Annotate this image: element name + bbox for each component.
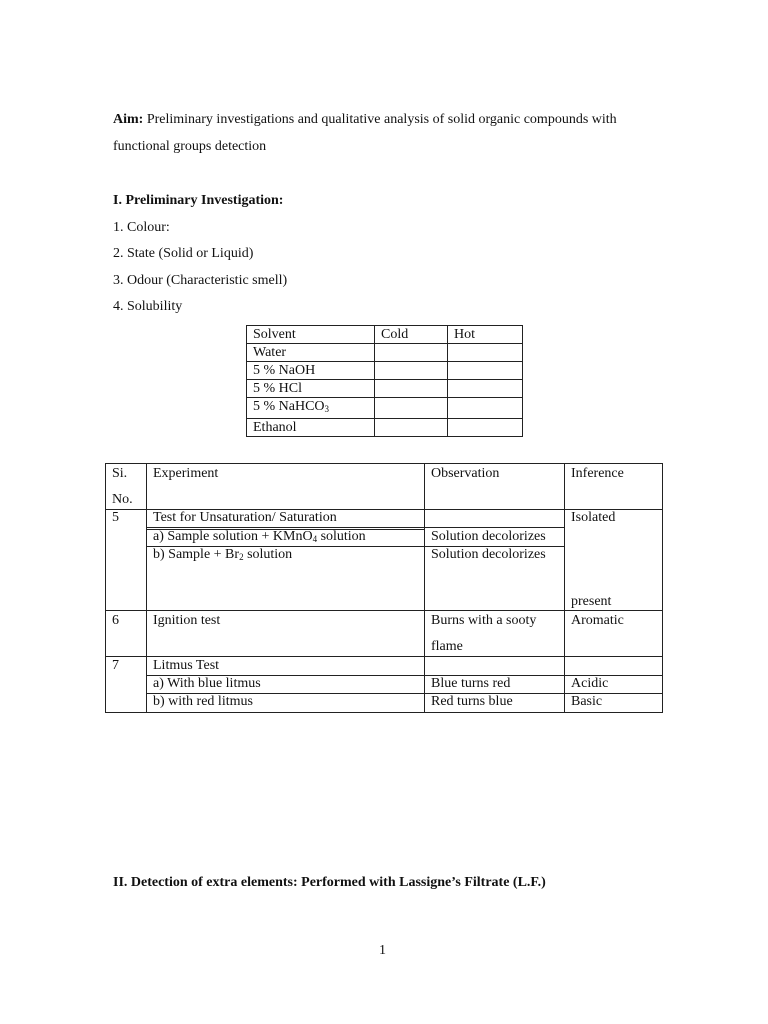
observation-cell: Solution decolorizes — [431, 547, 546, 562]
observation-cell: Burns with a sooty — [431, 613, 537, 628]
table-border-top — [105, 463, 663, 464]
header-si: Si. — [112, 466, 128, 481]
experiment-sub-b — [153, 547, 292, 563]
row-number: 6 — [112, 613, 119, 628]
observation-cell: Solution decolorizes — [431, 529, 546, 544]
table-border-bottom — [105, 712, 663, 713]
header-hot: Hot — [448, 326, 523, 344]
cold-cell — [375, 380, 448, 398]
subscript: 4 — [312, 534, 318, 544]
cold-cell — [375, 344, 448, 362]
table-row — [247, 398, 523, 419]
list-item-colour: 1. Colour: — [113, 220, 170, 235]
table-row — [247, 362, 523, 380]
row-divider — [146, 527, 425, 528]
table-border-left — [105, 463, 106, 713]
experiment-text: solution — [317, 529, 366, 544]
header-cold: Cold — [375, 326, 448, 344]
observation-cell: Blue turns red — [431, 676, 511, 691]
experiment-cell: Test for Unsaturation/ Saturation — [153, 510, 337, 525]
header-no: No. — [112, 492, 133, 507]
header-solvent: Solvent — [247, 326, 375, 344]
experiment-cell: Litmus Test — [153, 658, 220, 673]
aim-text-line-2: functional groups detection — [113, 139, 267, 154]
solvent-cell — [247, 398, 375, 419]
table-header-row — [247, 326, 523, 344]
hot-cell — [448, 362, 523, 380]
header-inference: Inference — [571, 466, 624, 481]
subscript: 3 — [324, 404, 330, 414]
experiment-sub-b: b) with red litmus — [153, 694, 253, 709]
hot-cell — [448, 380, 523, 398]
row-divider — [105, 610, 663, 611]
inference-cell: present — [571, 594, 612, 609]
header-experiment: Experiment — [153, 466, 219, 481]
experiment-text: a) Sample solution + KMnO — [153, 529, 313, 544]
experiment-cell: Ignition test — [153, 613, 221, 628]
table-row — [247, 380, 523, 398]
inference-cell: Isolated — [571, 510, 616, 525]
list-item-state: 2. State (Solid or Liquid) — [113, 246, 254, 261]
cold-cell — [375, 419, 448, 437]
solvent-cell: 5 % NaOH — [247, 362, 375, 380]
observation-cell: flame — [431, 639, 463, 654]
subscript: 2 — [239, 552, 244, 562]
section-1-heading: I. Preliminary Investigation: — [113, 193, 284, 208]
solvent-text: 5 % NaHCO — [253, 399, 325, 414]
solvent-cell: Ethanol — [247, 419, 375, 437]
row-number: 7 — [112, 658, 119, 673]
solvent-cell: Water — [247, 344, 375, 362]
observation-cell: Red turns blue — [431, 694, 513, 709]
table-row — [247, 419, 523, 437]
experiment-text: b) Sample + Br — [153, 547, 240, 562]
aim-text-line-1: Preliminary investigations and qualitative analysis of solid organic compounds with — [146, 112, 617, 127]
row-number: 5 — [112, 510, 119, 525]
inference-cell: Aromatic — [571, 613, 624, 628]
hot-cell — [448, 344, 523, 362]
list-item-solubility: 4. Solubility — [113, 299, 183, 314]
header-observation: Observation — [431, 466, 500, 481]
inference-cell: Acidic — [571, 676, 609, 691]
cold-cell — [375, 362, 448, 380]
experiment-sub-a — [153, 529, 366, 545]
cold-cell — [375, 398, 448, 419]
experiment-sub-a: a) With blue litmus — [153, 676, 261, 691]
table-row — [247, 344, 523, 362]
aim-line-1 — [113, 112, 617, 128]
page-number: 1 — [379, 943, 386, 958]
inference-cell: Basic — [571, 694, 603, 709]
solubility-table — [246, 325, 523, 437]
row-divider — [424, 527, 565, 528]
solvent-cell: 5 % HCl — [247, 380, 375, 398]
section-2-heading: II. Detection of extra elements: Performed with Lassigne’s Filtrate (L.F.) — [113, 875, 546, 890]
hot-cell — [448, 398, 523, 419]
row-divider — [105, 656, 663, 657]
aim-label: Aim: — [113, 112, 144, 127]
experiment-text: solution — [243, 547, 293, 562]
hot-cell — [448, 419, 523, 437]
list-item-odour: 3. Odour (Characteristic smell) — [113, 273, 288, 288]
